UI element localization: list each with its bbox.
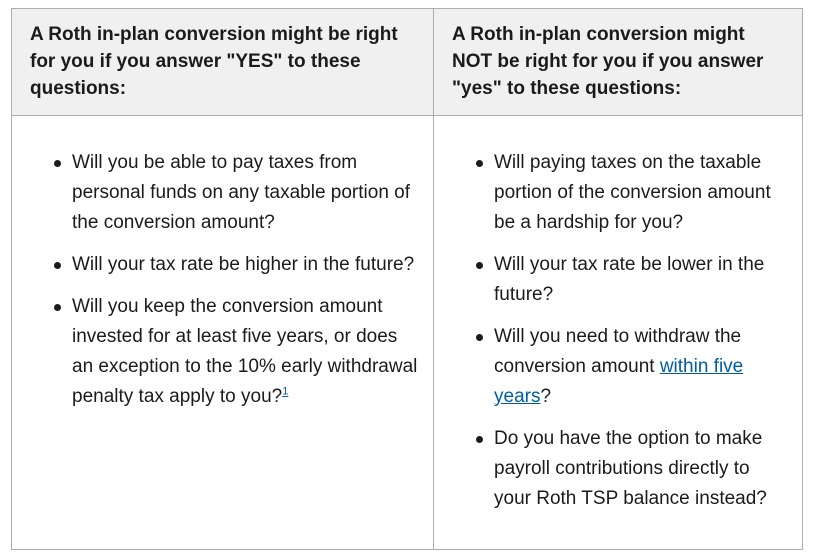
within-five-years-link[interactable]: within five years xyxy=(494,356,744,407)
list-item: Will you be able to pay taxes from personal funds on any taxable portion of the conversion amount? xyxy=(72,148,419,238)
comparison-table xyxy=(11,8,803,550)
list-item: Do you have the option to make payroll contributions directly to your Roth TSP balance instead? xyxy=(494,424,788,514)
footnote-link[interactable]: 1 xyxy=(282,385,289,398)
no-questions-list xyxy=(452,148,788,514)
list-item: Will you need to withdraw the conversion amount within five years? xyxy=(494,322,788,412)
yes-questions-cell xyxy=(12,116,434,549)
list-item: Will you keep the conversion amount invested for at least five years, or does an exception to the 10% early withdrawal penalty tax apply to you?$^1$ xyxy=(72,292,419,412)
header-not-right-for-you: A Roth in-plan conversion might NOT be right for you if you answer "yes" to these questions: xyxy=(434,9,802,116)
list-item: Will your tax rate be lower in the future? xyxy=(494,250,788,310)
list-item: Will paying taxes on the taxable portion of the conversion amount be a hardship for you? xyxy=(494,148,788,238)
header-right-for-you: A Roth in-plan conversion might be right for you if you answer "YES" to these questions: xyxy=(12,9,434,116)
list-item: Will your tax rate be higher in the future? xyxy=(72,250,419,280)
yes-questions-list xyxy=(30,148,419,412)
no-questions-cell xyxy=(434,116,802,549)
